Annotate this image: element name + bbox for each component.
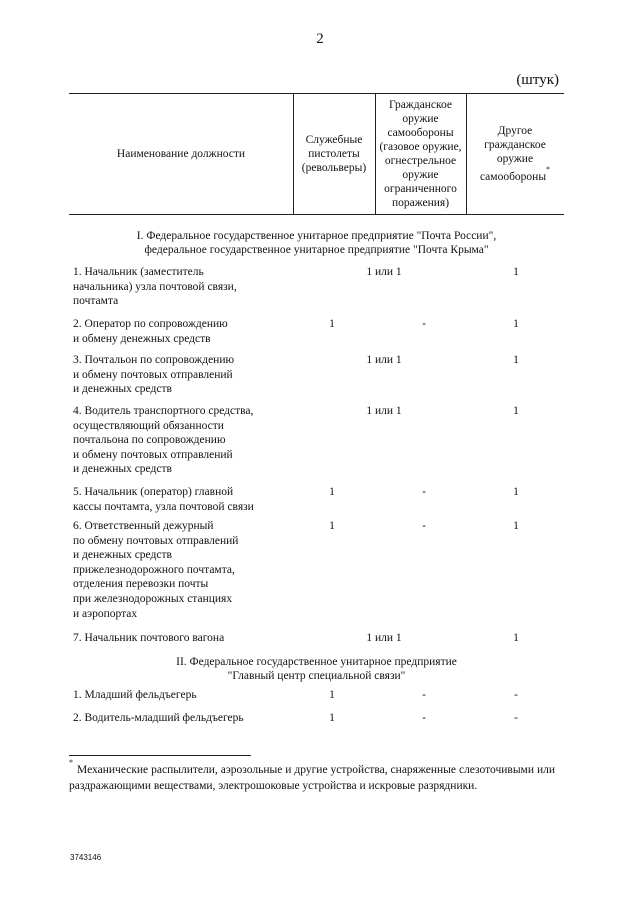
- header-line: (револьверы): [301, 161, 367, 174]
- table-cell: 1: [513, 266, 519, 278]
- header-line: пистолеты: [308, 147, 360, 160]
- section-title: I. Федеральное государственное унитарное предприятие "Почта России", федеральное государственное унитарное предприятие "Почта Крыма": [136, 230, 497, 256]
- footnote-mark: *: [69, 758, 73, 767]
- header-line: самообороны: [387, 126, 454, 139]
- table-cell: 1: [513, 405, 519, 417]
- footnote-mark: *: [546, 164, 551, 174]
- table-cell: 1: [513, 354, 519, 366]
- header-line: Служебные: [305, 133, 363, 146]
- header-line: оружие: [496, 152, 534, 165]
- table-cell: 1: [513, 520, 519, 532]
- header-line: поражения): [391, 196, 450, 209]
- table-row-name: 2. Оператор по сопровождению и обмену денежных средств: [73, 318, 228, 345]
- table-cell: 1: [513, 632, 519, 644]
- footnote: [69, 758, 555, 794]
- table-cell: 1: [329, 689, 335, 701]
- header-line: оружие: [402, 112, 439, 125]
- table-cell-merged: 1 или 1: [366, 632, 402, 644]
- table-cell: 1: [329, 712, 335, 724]
- header-service-pistols: [293, 93, 375, 214]
- table-row-name: 7. Начальник почтового вагона: [73, 632, 225, 644]
- table-cell: -: [422, 712, 426, 724]
- header-position-name: Наименование должности: [116, 147, 246, 160]
- footnote-text: Механические распылители, аэрозольные и другие устройства, снаряженные слезоточивыми или раздражающими веществами, электрошоковые устройства и искровые разрядники.: [69, 763, 555, 792]
- header-line: огнестрельное: [384, 154, 457, 167]
- table-cell: 1: [513, 318, 519, 330]
- header-line: самообороны: [479, 170, 547, 183]
- header-civilian-weapons: [375, 93, 466, 214]
- header-other-weapons: [466, 93, 564, 214]
- table-row-name: 1. Начальник (заместитель начальника) узла почтовой связи, почтамта: [73, 266, 237, 308]
- unit-label: (штук): [516, 72, 559, 88]
- header-line: Гражданское: [389, 98, 452, 111]
- header-line: (газовое оружие,: [379, 140, 462, 153]
- table-cell: 1: [329, 318, 335, 330]
- section-title: II. Федеральное государственное унитарное предприятие "Главный центр специальной связи": [176, 656, 457, 682]
- table-cell: 1: [329, 520, 335, 532]
- table-row-name: 1. Младший фельдъегерь: [73, 689, 197, 701]
- table-cell: -: [422, 689, 426, 701]
- table-row-name: 2. Водитель-младший фельдъегерь: [73, 712, 244, 724]
- header-line: ограниченного: [384, 182, 457, 195]
- table-cell: -: [422, 318, 426, 330]
- table-header-bottom-rule: [69, 214, 564, 215]
- header-line: гражданское: [484, 138, 546, 151]
- document-number: 3743146: [70, 853, 102, 862]
- table-cell-merged: 1 или 1: [366, 266, 402, 278]
- table-row-name: 4. Водитель транспортного средства, осуществляющий обязанности почтальона по сопровождению и обмену почтовых отправлений и денежных средств: [73, 405, 254, 476]
- table-cell: -: [514, 712, 518, 724]
- table-cell: 1: [513, 486, 519, 498]
- table-cell: -: [422, 486, 426, 498]
- header-line: Другое: [497, 124, 533, 137]
- table-cell-merged: 1 или 1: [366, 405, 402, 417]
- table-row-name: 6. Ответственный дежурный по обмену почтовых отправлений и денежных средств прижелезнодорожного почтамта, отделения перевозки почты при железнодорожных станциях и аэропортах: [73, 520, 239, 620]
- table-row-name: 5. Начальник (оператор) главной кассы почтамта, узла почтовой связи: [73, 486, 254, 513]
- table-cell-merged: 1 или 1: [366, 354, 402, 366]
- page-number: 2: [316, 31, 324, 47]
- table-row-name: 3. Почтальон по сопровождению и обмену почтовых отправлений и денежных средств: [73, 354, 235, 396]
- footnote-rule: [69, 755, 251, 756]
- table-cell: -: [514, 689, 518, 701]
- header-line: оружие: [402, 168, 439, 181]
- table-cell: 1: [329, 486, 335, 498]
- table-cell: -: [422, 520, 426, 532]
